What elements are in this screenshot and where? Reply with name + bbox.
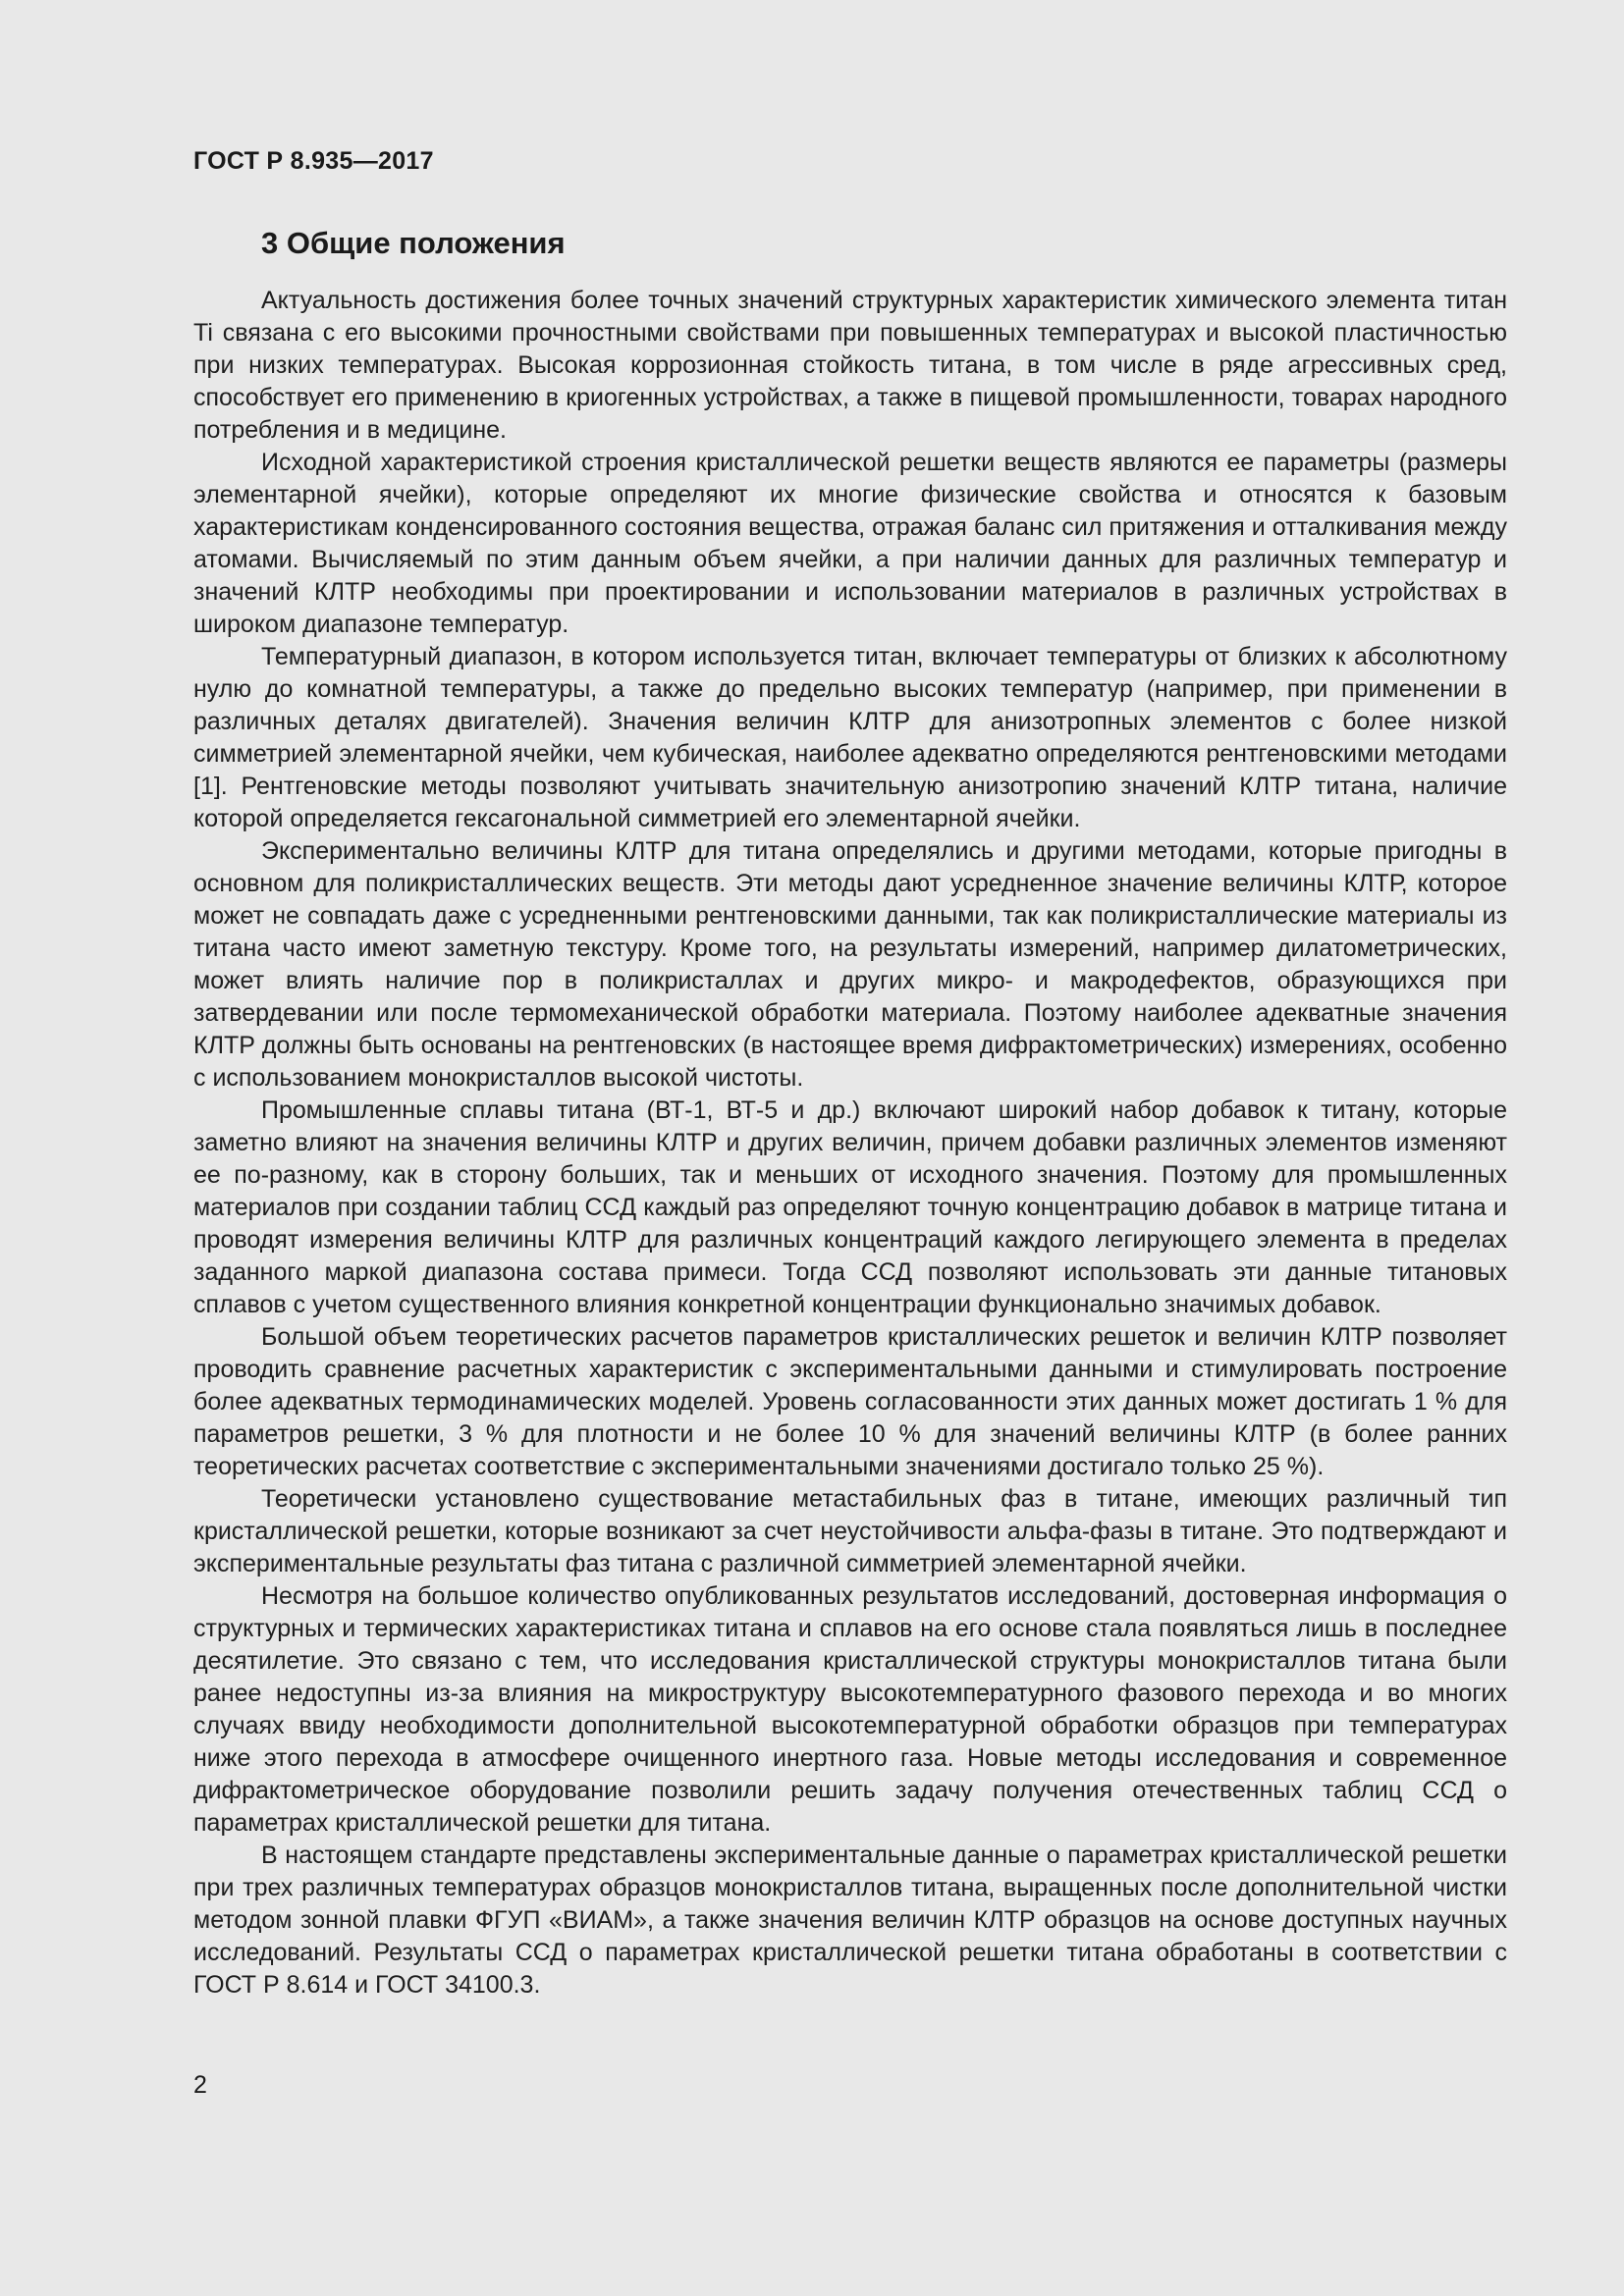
section-title: 3 Общие положения xyxy=(261,226,566,260)
paragraph: Теоретически установлено существование метастабильных фаз в титане, имеющих различный тип кристаллической решетки, которые возникают за счет неустойчивости альфа-фазы в титане. Это подтверждают и экспериментальные результаты фаз титана с различной симметрией элементарной ячейки. xyxy=(193,1485,1507,1577)
paragraph: Экспериментально величины КЛТР для титана определялись и другими методами, которые пригодны в основном для поликристаллических веществ. Эти методы дают усредненное значение величины КЛТР, которое может не совпадать даже с усредненными рентгеновскими данными, так как поликристаллические материалы из титана часто имеют заметную текстуру. Кроме того, на результаты измерений, например дилатометрических, может влиять наличие пор в поликристаллах и других микро- и макродефектов, образующихся при затвердевании или после термомеханической обработки материала. Поэтому наиболее адекватные значения КЛТР должны быть основаны на рентгеновских (в настоящее время дифрактометрических) измерениях, особенно с использованием монокристаллов высокой чистоты. xyxy=(193,837,1507,1092)
page-number: 2 xyxy=(193,2071,207,2099)
paragraph: Температурный диапазон, в котором используется титан, включает температуры от близких к абсолютному нулю до комнатной температуры, а также до предельно высоких температур (например, при применении в различных деталях двигателей). Значения величин КЛТР для анизотропных элементов с более низкой симметрией элементарной ячейки, чем кубическая, наиболее адекватно определяются рентгеновскими методами [1]. Рентгеновские методы позволяют учитывать значительную анизотропию значений КЛТР титана, наличие которой определяется гексагональной симметрией его элементарной ячейки. xyxy=(193,643,1507,832)
paragraph: Большой объем теоретических расчетов параметров кристаллических решеток и величин КЛТР позволяет проводить сравнение расчетных характеристик с экспериментальными данными и стимулировать построение более адекватных термодинамических моделей. Уровень согласованности этих данных может достигать 1 % для параметров решетки, 3 % для плотности и не более 10 % для значений величины КЛТР (в более ранних теоретических расчетах соответствие с экспериментальными значениями достигало только 25 %). xyxy=(193,1323,1507,1480)
section-body xyxy=(193,285,1507,2002)
paragraph: Промышленные сплавы титана (ВТ-1, ВТ-5 и др.) включают широкий набор добавок к титану, которые заметно влияют на значения величины КЛТР и других величин, причем добавки различных элементов изменяют ее по-разному, как в сторону больших, так и меньших от исходного значения. Поэтому для промышленных материалов при создании таблиц ССД каждый раз определяют точную концентрацию добавок в матрице титана и проводят измерения величины КЛТР для различных концентраций каждого легирующего элемента в пределах заданного маркой диапазона состава примеси. Тогда ССД позволяют использовать эти данные титановых сплавов с учетом существенного влияния конкретной концентрации функционально значимых добавок. xyxy=(193,1096,1507,1318)
paragraph: Исходной характеристикой строения кристаллической решетки веществ являются ее параметры (размеры элементарной ячейки), которые определяют их многие физические свойства и относятся к базовым характеристикам конденсированного состояния вещества, отражая баланс сил притяжения и отталкивания между атомами. Вычисляемый по этим данным объем ячейки, а при наличии данных для различных температур и значений КЛТР необходимы при проектировании и использовании материалов в различных устройствах в широком диапазоне температур. xyxy=(193,449,1507,638)
paragraph: Несмотря на большое количество опубликованных результатов исследований, достоверная информация о структурных и термических характеристиках титана и сплавов на его основе стала появляться лишь в последнее десятилетие. Это связано с тем, что исследования кристаллической структуры монокристаллов титана были ранее недоступны из-за влияния на микроструктуру высокотемпературного фазового перехода и во многих случаях ввиду необходимости дополнительной высокотемпературной обработки образцов при температурах ниже этого перехода в атмосфере очищенного инертного газа. Новые методы исследования и современное дифрактометрическое оборудование позволили решить задачу получения отечественных таблиц ССД о параметрах кристаллической решетки для титана. xyxy=(193,1582,1507,1837)
paragraph: Актуальность достижения более точных значений структурных характеристик химического элемента титан Ti связана с его высокими прочностными свойствами при повышенных температурах и высокой пластичностью при низких температурах. Высокая коррозионная стойкость титана, в том числе в ряде агрессивных сред, способствует его применению в криогенных устройствах, а также в пищевой промышленности, товарах народного потребления и в медицине. xyxy=(193,287,1507,444)
paragraph: В настоящем стандарте представлены экспериментальные данные о параметрах кристаллической решетки при трех различных температурах образцов монокристаллов титана, выращенных после дополнительной чистки методом зонной плавки ФГУП «ВИАМ», а также значения величин КЛТР образцов на основе доступных научных исследований. Результаты ССД о параметрах кристаллической решетки титана обработаны в соответствии с ГОСТ Р 8.614 и ГОСТ 34100.3. xyxy=(193,1842,1507,1999)
document-header: ГОСТ Р 8.935—2017 xyxy=(193,147,434,175)
